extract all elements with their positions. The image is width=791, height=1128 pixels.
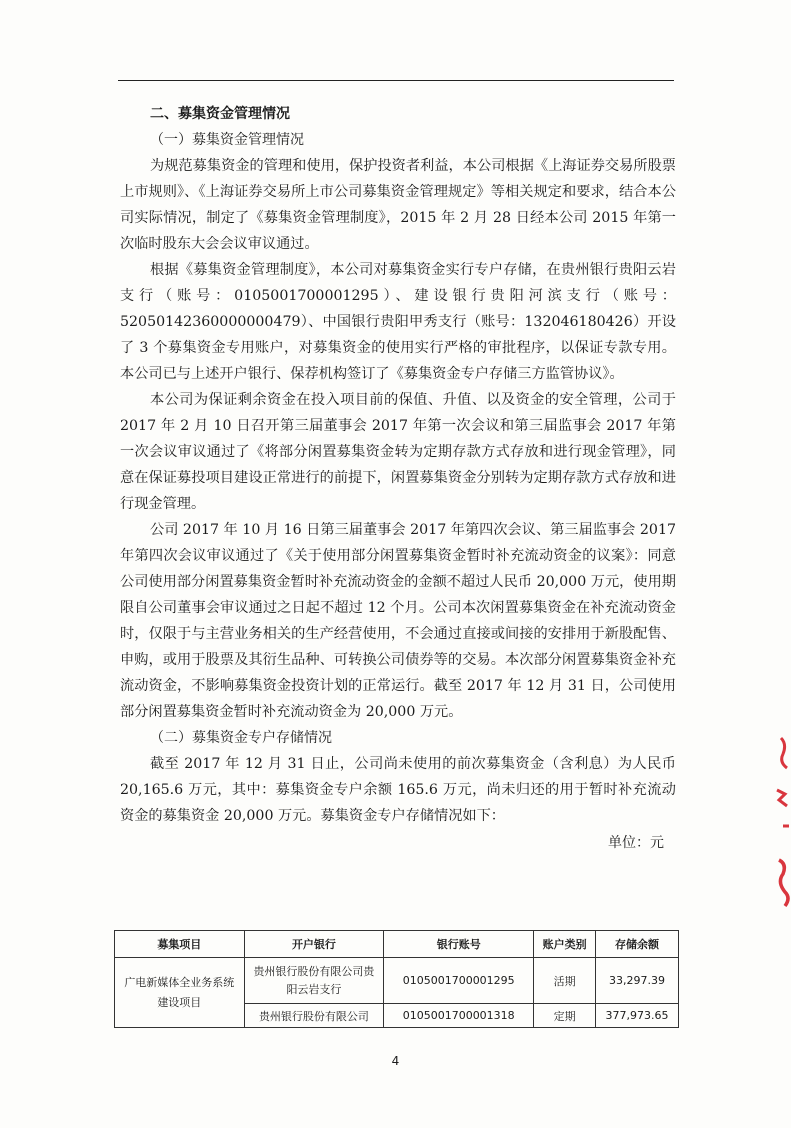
- balance-cell: 33,297.39: [596, 958, 679, 1004]
- table-row: [115, 958, 679, 1004]
- page-number: 4: [391, 1054, 400, 1068]
- paragraph: 公司 2017 年 10 月 16 日第三届董事会 2017 年第四次会议、第三届监事会 2017 年第四次会议审议通过了《关于使用部分闲置募集资金暂时补充流动资金的议案》：同意公司使用部分闲置募集资金暂时补充流动资金的金额不超过人民币 20,000 万元，使用期限自公司董事会审议通过之日起不超过 12 个月。公司本次闲置募集资金在补充流动资金时，仅限于与主营业务相关的生产经营使用，不会通过直接或间接的安排用于新股配售、申购，或用于股票及其衍生品种、可转换公司债券等的交易。本次部分闲置募集资金补充流动资金，不影响募集资金投资计划的正常运行。截至 2017 年 12 月 31 日，公司使用部分闲置募集资金暂时补充流动资金为 20,000 万元。: [120, 522, 676, 720]
- subsection-title-1: （一）募集资金管理情况: [150, 132, 304, 148]
- account-cell: 0105001700001295: [384, 958, 534, 1004]
- subsection-title-2: （二）募集资金专户存储情况: [150, 730, 332, 746]
- paragraph: 截至 2017 年 12 月 31 日止，公司尚未使用的前次募集资金（含利息）为人民币 20,165.6 万元，其中：募集资金专户余额 165.6 万元，尚未归还的用于暂时补充流动资金的募集资金 20,000 万元。募集资金专户存储情况如下：: [120, 756, 676, 824]
- type-cell: 活期: [534, 958, 596, 1004]
- paragraph: 本公司为保证剩余资金在投入项目前的保值、升值、以及资金的安全管理，公司于 2017 年 2 月 10 日召开第三届董事会 2017 年第一次会议和第三届监事会 2017 年第一次会议审议通过了《将部分闲置募集资金转为定期存款方式存放和进行现金管理》，同意在保证募投项目建设正常进行的前提下，闲置募集资金分别转为定期存款方式存放和进行现金管理。: [120, 392, 676, 512]
- table-header: 银行账号: [384, 931, 534, 958]
- seal-stamp-graphic: [769, 730, 791, 920]
- account-cell: 0105001700001318: [384, 1004, 534, 1028]
- section-title: 二、募集资金管理情况: [150, 106, 290, 122]
- unit-label: 单位：元: [608, 835, 664, 851]
- paragraph: 为规范募集资金的管理和使用，保护投资者利益，本公司根据《上海证券交易所股票上市规则》、《上海证券交易所上市公司募集资金管理规定》等相关规定和要求，结合本公司实际情况，制定了《募集资金管理制度》，2015 年 2 月 28 日经本公司 2015 年第一次临时股东大会会议审议通过。: [120, 158, 676, 252]
- table-header: 募集项目: [115, 931, 245, 958]
- table-header: 开户银行: [244, 931, 384, 958]
- bank-cell: 贵州银行股份有限公司贵阳云岩支行: [244, 958, 384, 1004]
- paragraph: 根据《募集资金管理制度》，本公司对募集资金实行专户存储，在贵州银行贵阳云岩支行（账号：0105001700001295）、建设银行贵阳河滨支行（账号：52050142360000000479）、中国银行贵阳甲秀支行（账号：132046180426）开设了 3 个募集资金专用账户，对募集资金的使用实行严格的审批程序，以保证专款专用。本公司已与上述开户银行、保荐机构签订了《募集资金专户存储三方监管协议》。: [120, 262, 676, 382]
- project-cell: 广电新媒体全业务系统建设项目: [115, 958, 245, 1028]
- account-table: [114, 930, 679, 1028]
- bank-cell: 贵州银行股份有限公司: [244, 1004, 384, 1028]
- balance-cell: 377,973.65: [596, 1004, 679, 1028]
- table-header-row: [115, 931, 679, 958]
- seal-stamp-fragment: [769, 730, 791, 920]
- document-body: [120, 101, 676, 855]
- table-header: 存储余额: [596, 931, 679, 958]
- table-header: 账户类别: [534, 931, 596, 958]
- header-rule: [118, 80, 674, 81]
- type-cell: 定期: [534, 1004, 596, 1028]
